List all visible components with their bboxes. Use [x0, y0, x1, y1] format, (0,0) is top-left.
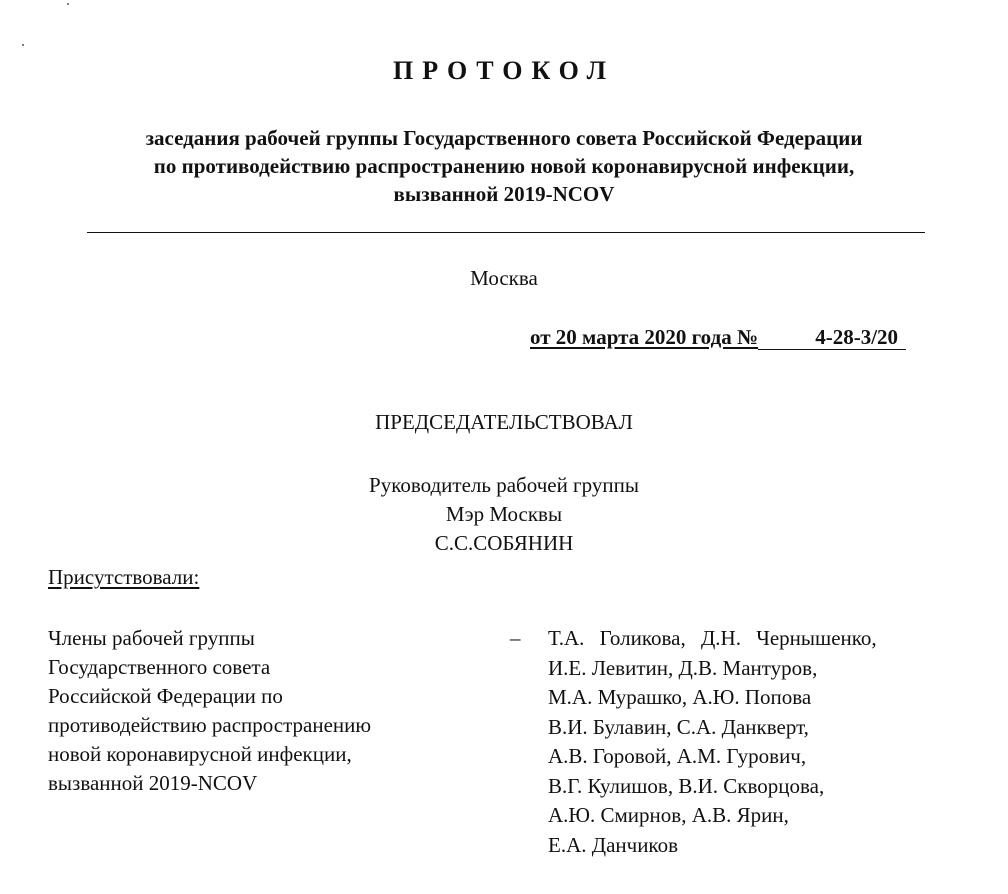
members-description-line: противодействию распространению — [48, 713, 372, 737]
members-description-line: новой коронавирусной инфекции, — [48, 742, 352, 766]
chair-line: Руководитель рабочей группы — [369, 473, 639, 497]
members-names-line: Е.А. Данчиков — [548, 832, 678, 857]
members-names-line: В.Г. Кулишов, В.И. Скворцова, — [548, 773, 825, 798]
members-description-line: Члены рабочей группы — [48, 626, 255, 650]
members-names-line: М.А. Мурашко, А.Ю. Попова — [548, 685, 812, 709]
members-names-line: И.Е. Левитин, Д.В. Мантуров, — [548, 655, 818, 680]
chairman-block — [0, 471, 1008, 558]
subtitle-line: по противодействию распространению новой коронавирусной инфекции, — [153, 154, 855, 178]
members-description-line: Российской Федерации по — [48, 684, 283, 708]
document-subtitle — [40, 124, 968, 208]
scan-speck — [22, 44, 24, 46]
members-names-line: В.И. Булавин, С.А. Данкверт, — [548, 714, 809, 739]
members-names — [548, 624, 877, 860]
protocol-date: от 20 марта 2020 года № — [530, 325, 759, 349]
date-line — [530, 325, 906, 350]
chair-name: С.С.СОБЯНИН — [434, 531, 574, 555]
city: Москва — [470, 266, 538, 290]
members-description-line: Государственного совета — [48, 655, 271, 679]
members-names-line: Т.А. Голикова, Д.Н. Чернышенко, — [548, 626, 877, 650]
subtitle-line: заседания рабочей группы Государственного совета Российской Федерации — [145, 126, 863, 150]
scan-speck — [67, 3, 69, 5]
members-description-line: вызванной 2019-NCOV — [48, 771, 258, 795]
members-names-line: А.Ю. Смирнов, А.В. Ярин, — [548, 803, 789, 827]
present-heading: Присутствовали: — [48, 565, 200, 589]
chair-line: Мэр Москвы — [445, 502, 563, 526]
horizontal-rule — [87, 232, 925, 233]
members-names-line: А.В. Горовой, А.М. Гурович, — [548, 744, 807, 768]
members-description — [48, 624, 371, 798]
chaired-heading: ПРЕДСЕДАТЕЛЬСТВОВАЛ — [375, 410, 633, 434]
dash-separator: – — [510, 626, 521, 650]
subtitle-line: вызванной 2019-NCOV — [393, 182, 615, 206]
protocol-number: 4-28-3/20 — [758, 325, 906, 350]
document-title: ПРОТОКОЛ — [393, 56, 615, 85]
